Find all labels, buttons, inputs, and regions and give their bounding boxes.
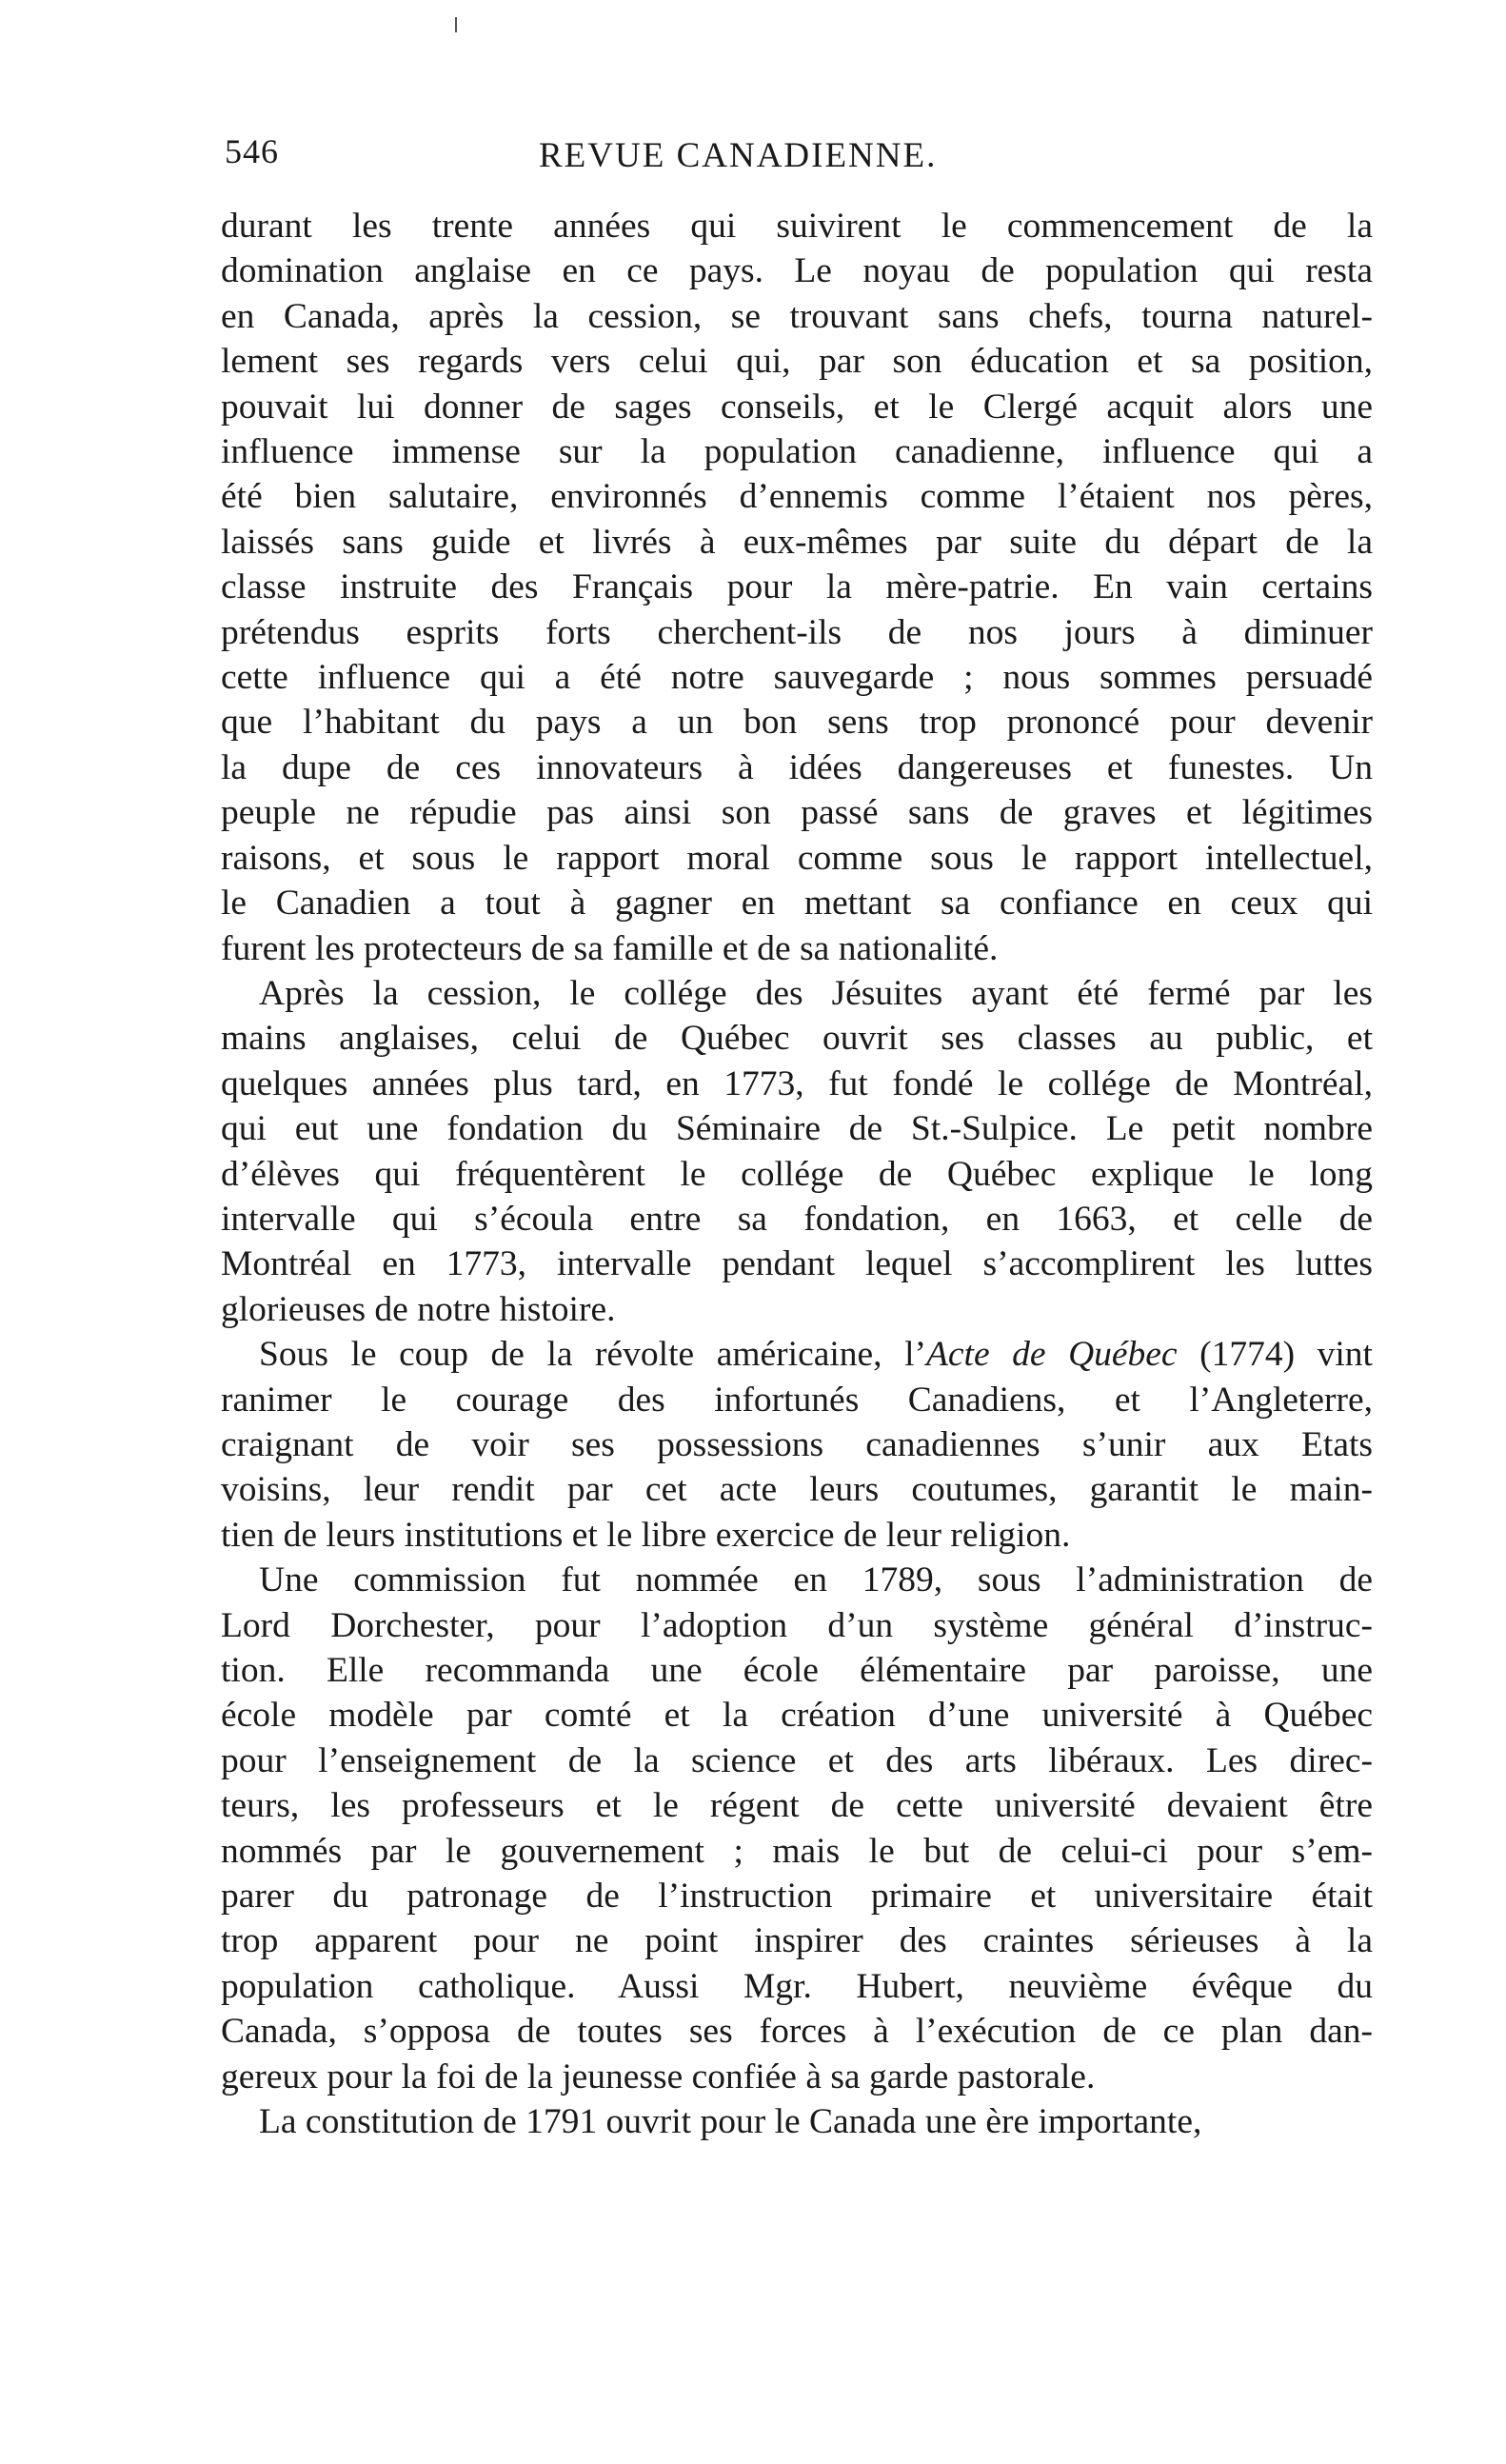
text-line: école modèle par comté et la création d’une université à Québec xyxy=(221,1696,1373,1736)
text-line: d’élèves qui fréquentèrent le collége de Québec explique le long xyxy=(221,1154,1373,1194)
text-line: furent les protecteurs de sa famille et de sa nationalité. xyxy=(221,928,999,968)
text-line: gereux pour la foi de la jeunesse confiée à sa garde pastorale. xyxy=(221,2057,1096,2096)
text-line: nommés par le gouvernement ; mais le but de celui-ci pour s’em- xyxy=(221,1831,1373,1871)
text-line: été bien salutaire, environnés d’ennemis comme l’étaient nos pères, xyxy=(221,477,1373,517)
text-line: la dupe de ces innovateurs à idées dangereuses et funestes. Un xyxy=(221,747,1373,787)
ink-speck xyxy=(455,17,457,32)
text-line: mains anglaises, celui de Québec ouvrit ses classes au public, et xyxy=(221,1019,1373,1059)
text-line: classe instruite des Français pour la mère-patrie. En vain certains xyxy=(221,567,1373,607)
text-line: Canada, s’opposa de toutes ses forces à l’exécution de ce plan dan- xyxy=(221,2012,1373,2052)
italic-title: Acte de Québec xyxy=(925,1335,1178,1375)
text-line: peuple ne répudie pas ainsi son passé sans de graves et légitimes xyxy=(221,793,1373,833)
page-number: 546 xyxy=(225,132,279,170)
text-line: population catholique. Aussi Mgr. Hubert, neuvième évêque du xyxy=(221,1966,1373,2006)
text-line: Une commission fut nommée en 1789, sous l’administration de xyxy=(259,1560,1373,1600)
text-line: qui eut une fondation du Séminaire de St.-Sulpice. Le petit nombre xyxy=(221,1109,1373,1149)
text-segment: (1774) vint xyxy=(1177,1335,1373,1375)
text-line: pouvait lui donner de sages conseils, et le Clergé acquit alors une xyxy=(221,387,1373,427)
text-line: cette influence qui a été notre sauvegarde ; nous sommes persuadé xyxy=(221,658,1373,698)
text-line: Après la cession, le collége des Jésuites ayant été fermé par les xyxy=(259,973,1373,1013)
text-line: glorieuses de notre histoire. xyxy=(221,1289,616,1329)
text-line: Montréal en 1773, intervalle pendant lequel s’accomplirent les luttes xyxy=(221,1244,1373,1284)
text-line: prétendus esprits forts cherchent-ils de nos jours à diminuer xyxy=(221,612,1373,652)
text-line: le Canadien a tout à gagner en mettant sa confiance en ceux qui xyxy=(221,884,1373,924)
text-line: craignant de voir ses possessions canadiennes s’unir aux Etats xyxy=(221,1424,1373,1464)
body-text xyxy=(221,204,1373,2144)
text-line: parer du patronage de l’instruction primaire et universitaire était xyxy=(221,1877,1373,1917)
text-line: trop apparent pour ne point inspirer des craintes sérieuses à la xyxy=(221,1921,1373,1961)
running-title: REVUE CANADIENNE. xyxy=(539,136,938,175)
text-line: pour l’enseignement de la science et des arts libéraux. Les direc- xyxy=(221,1740,1373,1780)
text-line: ranimer le courage des infortunés Canadiens, et l’Angleterre, xyxy=(221,1380,1373,1420)
text-line: influence immense sur la population canadienne, influence qui a xyxy=(221,432,1373,472)
text-line: raisons, et sous le rapport moral comme sous le rapport intellectuel, xyxy=(221,838,1373,878)
text-line: lement ses regards vers celui qui, par son éducation et sa position, xyxy=(221,342,1373,382)
page-header xyxy=(225,131,1367,189)
text-line: La constitution de 1791 ouvrit pour le Canada une ère importante, xyxy=(259,2102,1202,2142)
text-line: tion. Elle recommanda une école élémentaire par paroisse, une xyxy=(221,1651,1373,1690)
text-line: quelques années plus tard, en 1773, fut fondé le collége de Montréal, xyxy=(221,1063,1373,1103)
text-segment: Sous le coup de la révolte américaine, l’ xyxy=(259,1335,926,1375)
text-line: durant les trente années qui suivirent le commencement de la xyxy=(221,207,1373,246)
text-line: Lord Dorchester, pour l’adoption d’un système général d’instruc- xyxy=(221,1605,1373,1645)
text-line-with-italic xyxy=(221,1332,1373,1377)
text-line: teurs, les professeurs et le régent de cette université devaient être xyxy=(221,1786,1373,1826)
text-line: domination anglaise en ce pays. Le noyau de population qui resta xyxy=(221,251,1373,291)
text-line: en Canada, après la cession, se trouvant sans chefs, tourna naturel- xyxy=(221,296,1373,336)
text-line: tien de leurs institutions et le libre exercice de leur religion. xyxy=(221,1515,1071,1555)
text-line: intervalle qui s’écoula entre sa fondation, en 1663, et celle de xyxy=(221,1199,1373,1239)
text-line: que l’habitant du pays a un bon sens trop prononcé pour devenir xyxy=(221,703,1373,743)
text-line: voisins, leur rendit par cet acte leurs coutumes, garantit le main- xyxy=(221,1470,1373,1510)
text-line: laissés sans guide et livrés à eux-mêmes par suite du départ de la xyxy=(221,522,1373,562)
